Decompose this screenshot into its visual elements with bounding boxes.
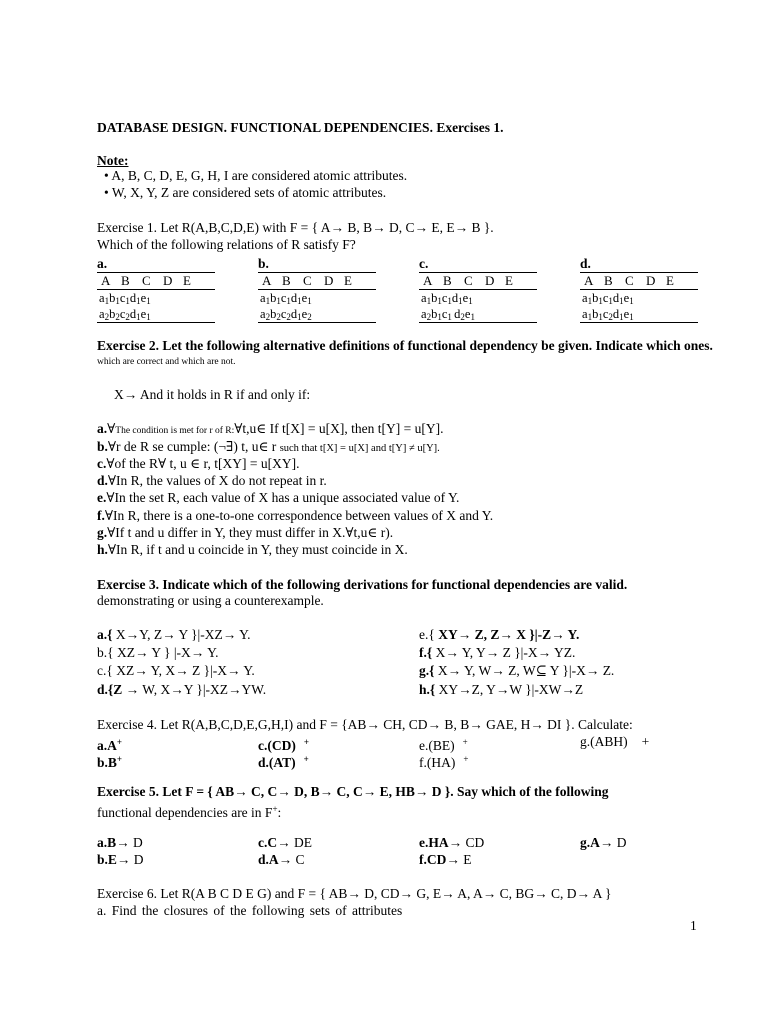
relation-row bbox=[258, 306, 376, 323]
definition-e-text: ∀In the set R, each value of X has a unique associated value of Y. bbox=[106, 490, 460, 505]
tuple-subscript: 2 bbox=[307, 312, 312, 322]
tuple-subscript: 1 bbox=[437, 312, 442, 322]
tuple-subscript: 1 bbox=[265, 296, 271, 306]
relation-b-table bbox=[258, 272, 376, 323]
definition-f-text: ∀In R, there is a one-to-one correspondence between values of X and Y. bbox=[104, 508, 494, 523]
definition-g-label: g. bbox=[97, 525, 108, 540]
dependency-b-text: → D bbox=[116, 852, 144, 867]
closure-f bbox=[419, 751, 468, 771]
dependency-a bbox=[97, 835, 143, 851]
tuple-value: c bbox=[602, 291, 609, 305]
tuple-subscript: 1 bbox=[146, 296, 151, 306]
exercise-2-title: Exercise 2. Let the following alternative definitions of functional dependency be given. Indicate which ones. bbox=[97, 338, 713, 353]
closure-g-sup: + bbox=[641, 734, 650, 749]
dependency-e bbox=[419, 835, 484, 851]
tuple-subscript: 1 bbox=[447, 296, 452, 306]
page-number: 1 bbox=[690, 918, 697, 933]
dependency-b-label: b.E bbox=[97, 852, 117, 867]
tuple-subscript: 2 bbox=[265, 312, 271, 322]
relation-row bbox=[97, 306, 215, 323]
exercise-5-line1: Exercise 5. Let F = { AB→ C, C→ D, B→ C, C→ E, HB→ D }. Say which of the following bbox=[97, 784, 609, 799]
tuple-subscript: 1 bbox=[470, 312, 475, 322]
tuple-value: d bbox=[451, 291, 459, 305]
definition-b bbox=[97, 439, 440, 457]
relation-row bbox=[97, 290, 215, 306]
column-header-d: D bbox=[646, 273, 656, 288]
derivation-g-label: g.{ bbox=[419, 663, 435, 678]
definition-b-small: such that t[X] = u[X] and t[Y] ≠ u[Y]. bbox=[279, 443, 440, 454]
tuple-subscript: 1 bbox=[619, 296, 624, 306]
definition-c-text: ∀of the R∀ t, u ∈ r, t[XY] = u[XY]. bbox=[106, 456, 300, 471]
exercise-3-title: Exercise 3. Indicate which of the following derivations for functional dependencies are valid. bbox=[97, 577, 628, 592]
column-header-d: D bbox=[163, 273, 173, 288]
derivation-b bbox=[97, 645, 219, 661]
dependency-c bbox=[258, 835, 312, 851]
dependency-d-text: → C bbox=[278, 852, 305, 867]
derivation-e-label: e.{ bbox=[419, 627, 435, 642]
definition-b-label: b. bbox=[97, 439, 108, 454]
tuple-value: c bbox=[280, 291, 287, 305]
column-header-c: C bbox=[142, 273, 151, 288]
column-header-a: A bbox=[423, 273, 433, 288]
dependency-c-label: c.C bbox=[258, 835, 278, 850]
tuple-value: b bbox=[431, 307, 438, 321]
relation-a-table bbox=[97, 272, 215, 323]
relation-d-label: d. bbox=[580, 256, 591, 271]
exercise-5-question bbox=[97, 801, 281, 821]
derivation-c-label: c.{ bbox=[97, 663, 113, 678]
closure-f-label: f.(HA) bbox=[419, 755, 456, 770]
tuple-value: a bbox=[260, 291, 266, 305]
derivation-d-label: d.{Z bbox=[97, 682, 123, 697]
tuple-subscript: 1 bbox=[426, 296, 432, 306]
tuple-value: c bbox=[119, 291, 126, 305]
tuple-value: e bbox=[140, 291, 147, 305]
closure-e-label: e.(BE) bbox=[419, 738, 455, 753]
tuple-subscript: 1 bbox=[437, 296, 442, 306]
derivation-h-label: h.{ bbox=[419, 682, 436, 697]
derivation-e bbox=[419, 627, 579, 643]
relation-header bbox=[97, 272, 215, 290]
definition-d-label: d. bbox=[97, 473, 108, 488]
dependency-g bbox=[580, 835, 627, 851]
relation-row bbox=[258, 290, 376, 306]
note-bullet-1: • A, B, C, D, E, G, H, I are considered atomic attributes. bbox=[104, 168, 408, 183]
tuple-subscript: 1 bbox=[468, 296, 473, 306]
column-header-a: A bbox=[262, 273, 272, 288]
definition-d bbox=[97, 473, 327, 489]
tuple-subscript: 2 bbox=[286, 312, 291, 322]
derivation-f bbox=[419, 645, 575, 661]
tuple-subscript: 1 bbox=[136, 312, 141, 322]
tuple-subscript: 2 bbox=[104, 312, 110, 322]
definition-a-small: The condition is met for r of R: bbox=[115, 426, 235, 436]
tuple-value: a bbox=[421, 291, 427, 305]
dependency-c-text: → DE bbox=[277, 835, 312, 850]
tuple-subscript: 1 bbox=[608, 296, 613, 306]
tuple-subscript: 2 bbox=[460, 312, 465, 322]
closure-b-label: b.B bbox=[97, 755, 117, 770]
tuple-value: e bbox=[301, 291, 308, 305]
tuple-subscript: 1 bbox=[587, 312, 593, 322]
definition-a-forall: ∀ bbox=[107, 421, 116, 436]
definition-h-label: h. bbox=[97, 542, 108, 557]
dependency-d bbox=[258, 852, 305, 868]
note-title: Note: bbox=[97, 153, 129, 168]
closure-b-sup: + bbox=[116, 754, 123, 764]
relation-row bbox=[419, 290, 537, 306]
exercise-2-intro: X→ And it holds in R if and only if: bbox=[114, 387, 311, 402]
exercise-3-subtitle: demonstrating or using a counterexample. bbox=[97, 593, 324, 608]
tuple-subscript: 2 bbox=[608, 312, 613, 322]
tuple-value: d bbox=[454, 307, 461, 321]
column-header-e: E bbox=[183, 273, 191, 288]
derivation-c bbox=[97, 663, 255, 679]
closure-e-sup: + bbox=[462, 737, 468, 747]
dependency-b bbox=[97, 852, 144, 868]
tuple-value: b bbox=[109, 307, 116, 321]
derivation-h-text: XY→Z, Y→W }|-XW→Z bbox=[435, 682, 584, 697]
tuple-value: e bbox=[623, 307, 630, 321]
tuple-subscript: 1 bbox=[447, 312, 455, 322]
closure-g bbox=[580, 734, 649, 750]
column-header-b: B bbox=[443, 273, 452, 288]
tuple-value: b bbox=[270, 307, 277, 321]
tuple-value: e bbox=[462, 291, 469, 305]
derivation-c-text: XZ→ Y, X→ Z }|-X→ Y. bbox=[112, 663, 255, 678]
tuple-subscript: 2 bbox=[125, 312, 130, 322]
relation-c-table bbox=[419, 272, 537, 323]
relation-header bbox=[258, 272, 376, 290]
tuple-value: d bbox=[129, 291, 137, 305]
tuple-value: c bbox=[441, 291, 448, 305]
tuple-subscript: 1 bbox=[629, 312, 634, 322]
column-header-e: E bbox=[344, 273, 352, 288]
column-header-a: A bbox=[101, 273, 111, 288]
definition-a-text: ∀t,u∈ If t[X] = u[X], then t[Y] = u[Y]. bbox=[234, 421, 444, 436]
relation-row bbox=[580, 290, 698, 306]
column-header-a: A bbox=[584, 273, 594, 288]
column-header-c: C bbox=[464, 273, 473, 288]
dependency-e-label: e.HA bbox=[419, 835, 449, 850]
definition-a bbox=[97, 421, 443, 439]
column-header-d: D bbox=[324, 273, 334, 288]
relation-header bbox=[580, 272, 698, 290]
tuple-value: d bbox=[129, 307, 137, 321]
definition-e-label: e. bbox=[97, 490, 107, 505]
derivation-h bbox=[419, 682, 583, 698]
definition-h bbox=[97, 542, 408, 558]
exercise-1-statement: Exercise 1. Let R(A,B,C,D,E) with F = { A→ B, B→ D, C→ E, E→ B }. bbox=[97, 220, 494, 235]
tuple-subscript: 1 bbox=[276, 296, 281, 306]
tuple-value: b bbox=[270, 291, 277, 305]
tuple-subscript: 2 bbox=[276, 312, 281, 322]
definition-c-label: c. bbox=[97, 456, 107, 471]
relation-row bbox=[580, 306, 698, 323]
definition-a-label: a. bbox=[97, 421, 108, 436]
tuple-value: b bbox=[431, 291, 438, 305]
tuple-subscript: 1 bbox=[619, 312, 624, 322]
column-header-b: B bbox=[282, 273, 291, 288]
exercise-6-part-a: a. Find the closures of the following sets of attributes bbox=[97, 903, 403, 918]
tuple-subscript: 1 bbox=[629, 296, 634, 306]
tuple-subscript: 2 bbox=[115, 312, 120, 322]
exercise-6-statement: Exercise 6. Let R(A B C D E G) and F = { AB→ D, CD→ G, E→ A, A→ C, BG→ C, D→ A } bbox=[97, 886, 612, 901]
column-header-d: D bbox=[485, 273, 495, 288]
relation-row bbox=[419, 306, 537, 323]
tuple-value: c bbox=[280, 307, 287, 321]
dependency-a-text: → D bbox=[116, 835, 143, 850]
closure-a-sup: + bbox=[116, 737, 123, 747]
relation-c-label: c. bbox=[419, 256, 429, 271]
derivation-a bbox=[97, 627, 251, 643]
derivation-d-text: → W, X→Y }|-XZ→YW. bbox=[122, 682, 267, 697]
tuple-value: a bbox=[260, 307, 266, 321]
tuple-subscript: 1 bbox=[104, 296, 110, 306]
closure-d-label: d.(AT) bbox=[258, 755, 296, 770]
dependency-a-label: a.B bbox=[97, 835, 117, 850]
document-title: DATABASE DESIGN. FUNCTIONAL DEPENDENCIES. Exercises 1. bbox=[97, 120, 504, 135]
dependency-e-text: → CD bbox=[448, 835, 485, 850]
note-bullet-2: • W, X, Y, Z are considered sets of atomic attributes. bbox=[104, 185, 387, 200]
exercise-5-statement bbox=[97, 784, 608, 800]
tuple-subscript: 1 bbox=[286, 296, 291, 306]
column-header-e: E bbox=[666, 273, 674, 288]
tuple-subscript: 1 bbox=[297, 312, 302, 322]
exercise-1-question: Which of the following relations of R satisfy F? bbox=[97, 237, 356, 252]
tuple-value: a bbox=[421, 307, 427, 321]
derivation-e-text: XY→ Z, Z→ X }|-Z→ Y. bbox=[434, 627, 580, 642]
tuple-subscript: 1 bbox=[598, 296, 603, 306]
tuple-subscript: 1 bbox=[297, 296, 302, 306]
closure-c-sup: + bbox=[303, 737, 309, 747]
column-header-b: B bbox=[121, 273, 130, 288]
tuple-subscript: 1 bbox=[458, 296, 463, 306]
tuple-value: e bbox=[140, 307, 147, 321]
tuple-value: d bbox=[612, 291, 620, 305]
relation-a-label: a. bbox=[97, 256, 108, 271]
exercise-2-subtitle: which are correct and which are not. bbox=[97, 357, 236, 367]
tuple-value: a bbox=[99, 307, 105, 321]
definition-d-text: ∀In R, the values of X do not repeat in r. bbox=[107, 473, 327, 488]
exercise-5-sup: + bbox=[272, 804, 278, 814]
closure-c-label: c.(CD) bbox=[258, 738, 296, 753]
tuple-subscript: 1 bbox=[307, 296, 312, 306]
column-header-b: B bbox=[604, 273, 613, 288]
tuple-subscript: 1 bbox=[587, 296, 593, 306]
dependency-f-label: f.CD bbox=[419, 852, 447, 867]
tuple-subscript: 1 bbox=[115, 296, 120, 306]
tuple-subscript: 1 bbox=[136, 296, 141, 306]
definition-g bbox=[97, 525, 393, 541]
tuple-value: a bbox=[582, 307, 588, 321]
tuple-value: c bbox=[602, 307, 609, 321]
closure-f-sup: + bbox=[463, 754, 469, 764]
tuple-value: b bbox=[592, 291, 599, 305]
tuple-value: e bbox=[623, 291, 630, 305]
exercise-5-colon: : bbox=[277, 805, 282, 820]
dependency-f-text: → E bbox=[446, 852, 472, 867]
dependency-d-label: d.A bbox=[258, 852, 279, 867]
tuple-value: d bbox=[612, 307, 620, 321]
derivation-a-text: X→Y, Z→ Y }|-XZ→ Y. bbox=[112, 627, 251, 642]
relation-b-label: b. bbox=[258, 256, 269, 271]
tuple-value: c bbox=[119, 307, 126, 321]
tuple-value: b bbox=[109, 291, 116, 305]
tuple-value: d bbox=[290, 291, 298, 305]
relation-d-table bbox=[580, 272, 698, 323]
tuple-value: a bbox=[99, 291, 105, 305]
closure-d-sup: + bbox=[303, 754, 309, 764]
definition-b-text: ∀r de R se cumple: (¬∃) t, u∈ r bbox=[107, 439, 280, 454]
definition-e bbox=[97, 490, 459, 506]
column-header-c: C bbox=[303, 273, 312, 288]
tuple-subscript: 1 bbox=[598, 312, 603, 322]
derivation-g-text: X→ Y, W→ Z, W⊆ Y }|-X→ Z. bbox=[434, 663, 615, 678]
derivation-a-label: a.{ bbox=[97, 627, 113, 642]
tuple-value: b bbox=[592, 307, 599, 321]
column-header-e: E bbox=[505, 273, 513, 288]
closure-d bbox=[258, 751, 309, 771]
definition-c bbox=[97, 456, 299, 472]
exercise-5-line2: functional dependencies are in F bbox=[97, 805, 273, 820]
column-header-c: C bbox=[625, 273, 634, 288]
closure-a-label: a.A bbox=[97, 738, 117, 753]
derivation-d bbox=[97, 682, 266, 698]
definition-f bbox=[97, 508, 493, 524]
derivation-g bbox=[419, 663, 614, 679]
definition-g-text: ∀If t and u differ in Y, they must differ in X.∀t,u∈ r). bbox=[107, 525, 394, 540]
tuple-value: e bbox=[464, 307, 471, 321]
closure-b bbox=[97, 751, 122, 771]
tuple-value: a bbox=[582, 291, 588, 305]
relation-header bbox=[419, 272, 537, 290]
tuple-value: e bbox=[301, 307, 308, 321]
dependency-g-label: g.A bbox=[580, 835, 600, 850]
derivation-f-text: X→ Y, Y→ Z }|-X→ YZ. bbox=[432, 645, 576, 660]
exercise-4-statement: Exercise 4. Let R(A,B,C,D,E,G,H,I) and F = {AB→ CH, CD→ B, B→ GAE, H→ DI }. Calculate: bbox=[97, 717, 633, 732]
tuple-value: d bbox=[290, 307, 298, 321]
dependency-f bbox=[419, 852, 472, 868]
definition-h-text: ∀In R, if t and u coincide in Y, they must coincide in X. bbox=[107, 542, 408, 557]
derivation-b-label: b.{ bbox=[97, 645, 114, 660]
dependency-g-text: → D bbox=[599, 835, 627, 850]
tuple-value: c bbox=[441, 307, 448, 321]
derivation-b-text: XZ→ Y } |-X→ Y. bbox=[113, 645, 219, 660]
derivation-f-label: f.{ bbox=[419, 645, 433, 660]
tuple-subscript: 1 bbox=[146, 312, 151, 322]
closure-g-label: g.(ABH) bbox=[580, 734, 628, 749]
tuple-subscript: 2 bbox=[426, 312, 432, 322]
tuple-subscript: 1 bbox=[125, 296, 130, 306]
definition-f-label: f. bbox=[97, 508, 105, 523]
